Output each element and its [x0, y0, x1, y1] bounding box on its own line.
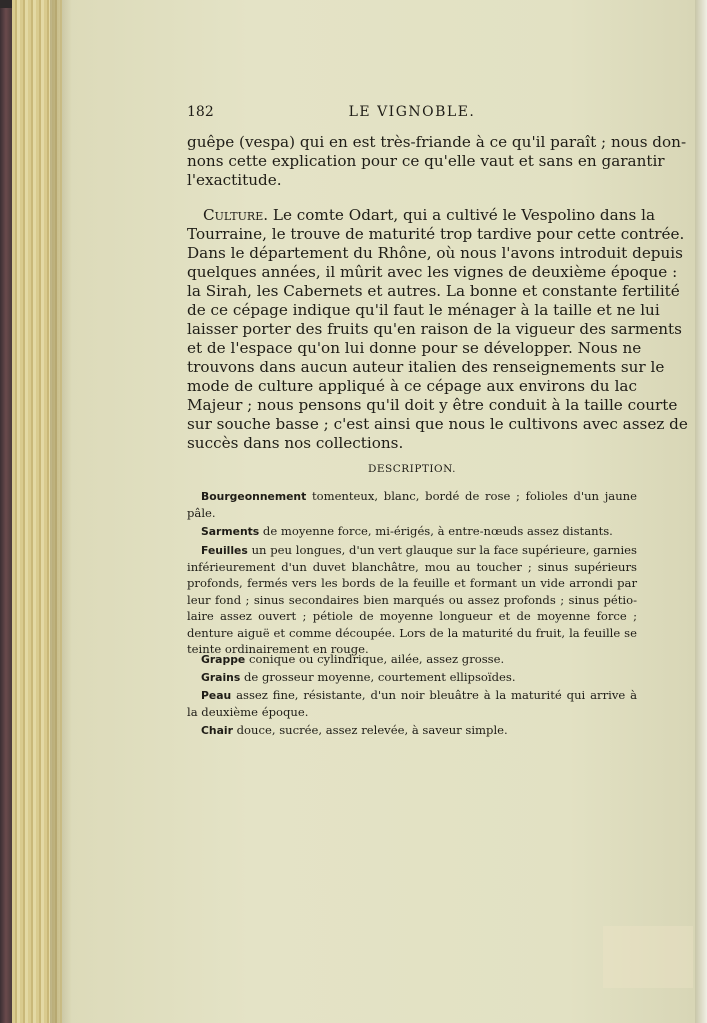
description-line: profonds, fermés vers les bords de la feuille et formant un vide arrondi par	[187, 576, 637, 590]
description-line: inférieurement d'un duvet blanchâtre, mou au toucher ; sinus supérieurs	[187, 559, 637, 574]
text-line: la Sirah, les Cabernets et autres. La bonne et constante fertilité	[187, 282, 680, 300]
page-right-edge	[695, 0, 707, 1023]
description-entry	[201, 523, 637, 539]
description-text: de grosseur moyenne, courtement ellipsoïdes.	[243, 670, 516, 684]
description-line: teinte ordinairement en rouge.	[187, 642, 369, 656]
text-line: Tourraine, le trouve de maturité trop tardive pour cette contrée.	[187, 225, 685, 243]
description-entry	[201, 687, 637, 703]
running-title: LE VIGNOBLE.	[348, 104, 476, 120]
text-line: et de l'espace qu'on lui donne pour se développer. Nous ne	[187, 339, 642, 357]
text-span: Le comte Odart, qui a cultivé le Vespolino dans la	[272, 206, 656, 224]
description-term: Peau	[201, 689, 232, 702]
text-line: guêpe (vespa) qui en est très-friande à ce qu'il paraît ; nous don-	[187, 133, 687, 151]
description-line: leur fond ; sinus secondaires bien marqués ou assez profonds ; sinus pétio-	[187, 592, 637, 607]
text-line: succès dans nos collections.	[187, 434, 404, 452]
description-text: conique ou cylindrique, ailée, assez grosse.	[248, 652, 505, 666]
text-line: nons cette explication pour ce qu'elle vaut et sans en garantir	[187, 152, 665, 170]
description-text: tomenteux, blanc, bordé de rose ; folioles d'un jaune	[311, 489, 638, 503]
description-line: la deuxième époque.	[187, 704, 309, 719]
description-line: laire assez ouvert ; pétiole de moyenne longueur et de moyenne force ;	[187, 609, 637, 623]
description-entry	[201, 669, 637, 685]
text-line: laisser porter des fruits qu'en raison de la vigueur des sarments	[187, 320, 682, 338]
book-binding	[0, 0, 12, 1023]
text-line: Majeur ; nous pensons qu'il doit y être conduit à la taille courte	[187, 396, 678, 414]
description-heading: DESCRIPTION.	[367, 463, 457, 475]
description-term: Grains	[201, 671, 241, 684]
text-line: quelques années, il mûrit avec les vignes de deuxième époque :	[187, 263, 678, 281]
text-line: de ce cépage indique qu'il faut le ménager à la taille et ne lui	[187, 301, 660, 319]
description-text: douce, sucrée, assez relevée, à saveur simple.	[236, 723, 508, 737]
text-line: sur souche basse ; c'est ainsi que nous le cultivons avec assez de	[187, 415, 688, 433]
description-line: pâle.	[187, 505, 216, 520]
page-number: 182	[187, 104, 214, 120]
text-line: Dans le département du Rhône, où nous l'avons introduit depuis	[187, 244, 683, 262]
description-term: Sarments	[201, 525, 260, 538]
description-term: Bourgeonnement	[201, 490, 307, 503]
gutter-shadow	[50, 0, 72, 1023]
text-line: l'exactitude.	[187, 171, 282, 189]
description-term: Feuilles	[201, 544, 248, 557]
text-line: mode de culture appliqué à ce cépage aux environs du lac	[187, 377, 637, 395]
description-entry	[201, 488, 637, 504]
text-line: trouvons dans aucun auteur italien des renseignements sur le	[187, 358, 665, 376]
description-entry	[201, 651, 637, 667]
description-term: Chair	[201, 724, 233, 737]
description-entry	[201, 722, 637, 738]
description-text: un peu longues, d'un vert glauque sur la face supérieure, garnies	[251, 543, 637, 557]
description-term: Grappe	[201, 653, 246, 666]
description-entry	[201, 542, 637, 558]
library-stamp	[603, 926, 693, 988]
description-line: denture aiguë et comme découpée. Lors de la maturité du fruit, la feuille se	[187, 625, 637, 640]
text-line	[203, 206, 656, 225]
culture-heading: Culture.	[203, 206, 269, 224]
description-text: de moyenne force, mi-érigés, à entre-nœuds assez distants.	[262, 524, 613, 538]
description-text: assez fine, résistante, d'un noir bleuâtre à la maturité qui arrive à	[236, 688, 638, 702]
